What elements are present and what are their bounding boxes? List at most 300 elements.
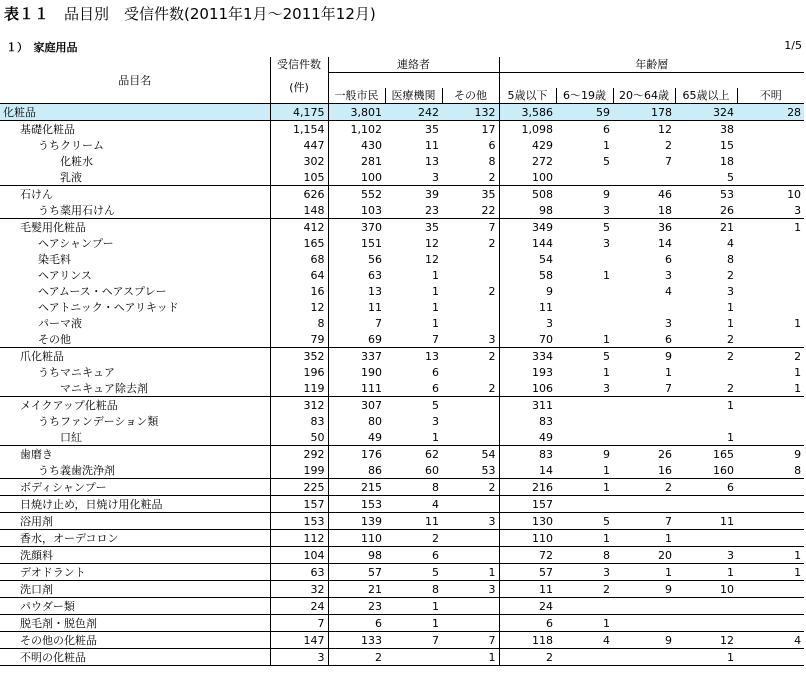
value-cell: 337 (328, 348, 385, 365)
table-row (0, 169, 804, 186)
header-row-1 (0, 57, 804, 73)
value-cell: 1 (665, 365, 673, 379)
item-name: ボディシャンプー (0, 479, 270, 496)
value-cell: 2 (675, 348, 737, 365)
value-cell (675, 530, 737, 547)
value-cell (737, 649, 804, 666)
value-cell (737, 137, 804, 153)
value-cell: 11 (328, 299, 385, 315)
value-cell (737, 331, 804, 348)
table-row (0, 564, 804, 581)
value-cell (613, 299, 675, 315)
value-cell: 3 (432, 170, 439, 184)
value-cell (556, 169, 613, 186)
value-cell: 1 (432, 268, 439, 282)
value-cell: 196 (270, 364, 328, 380)
value-cell: 1 (737, 564, 804, 581)
value-cell: 1 (556, 530, 613, 547)
item-name: 毛髪用化粧品 (0, 219, 270, 236)
table-row (0, 380, 804, 397)
value-cell: 6 (432, 381, 439, 395)
value-cell: 5 (385, 564, 442, 581)
value-cell: 104 (270, 547, 328, 564)
header-col-age-unknown: 不明 (759, 89, 782, 102)
value-cell: 36 (613, 219, 675, 236)
value-cell: 11 (499, 581, 556, 598)
value-cell: 6 (488, 138, 496, 152)
value-cell: 20 (613, 547, 675, 564)
value-cell (613, 397, 675, 414)
value-cell: 83 (499, 446, 556, 463)
value-cell: 1 (737, 219, 804, 236)
value-cell: 12 (425, 236, 439, 250)
value-cell: 1 (603, 463, 611, 477)
header-age-rule (499, 73, 804, 89)
table-row (0, 186, 804, 203)
value-cell: 7 (328, 315, 385, 331)
value-cell: 626 (270, 186, 328, 203)
value-cell: 3 (665, 268, 673, 282)
value-cell: 242 (385, 104, 442, 121)
value-cell: 9 (613, 581, 675, 598)
value-cell: 8 (727, 252, 735, 266)
value-cell (442, 397, 499, 414)
value-cell: 83 (270, 413, 328, 429)
value-cell: 1 (675, 564, 737, 581)
value-cell: 193 (499, 364, 556, 380)
value-cell: 98 (328, 547, 385, 564)
value-cell: 57 (328, 564, 385, 581)
table-body (0, 104, 804, 666)
value-cell: 5 (385, 397, 442, 414)
value-cell: 2 (442, 479, 499, 496)
value-cell: 35 (442, 186, 499, 203)
value-cell: 8 (556, 547, 613, 564)
value-cell: 23 (425, 203, 439, 217)
value-cell (613, 413, 675, 429)
table-row (0, 413, 804, 429)
value-cell (675, 496, 737, 513)
item-name: その他の化粧品 (0, 632, 270, 649)
value-cell: 39 (385, 186, 442, 203)
value-cell (675, 598, 737, 615)
value-cell: 5 (603, 154, 611, 168)
value-cell: 54 (442, 446, 499, 463)
header-contact: 連絡者 (328, 57, 499, 73)
value-cell: 9 (556, 446, 613, 463)
header-count-line1: 受信件数 (270, 57, 328, 73)
value-cell: 1 (603, 365, 611, 379)
header-contact-rule (328, 73, 499, 89)
value-cell: 2 (727, 332, 735, 346)
value-cell: 1,154 (270, 121, 328, 138)
table-row (0, 581, 804, 598)
value-cell: 165 (675, 446, 737, 463)
value-cell (613, 169, 675, 186)
value-cell (442, 615, 499, 632)
value-cell: 2 (727, 381, 735, 395)
value-cell: 100 (499, 169, 556, 186)
value-cell (737, 615, 804, 632)
value-cell: 26 (613, 446, 675, 463)
value-cell: 2 (556, 581, 613, 598)
item-name: うちクリーム (0, 137, 270, 153)
header-col-age-0-5: 5歳以下 (499, 88, 556, 104)
value-cell: 3 (442, 513, 499, 530)
value-cell: 8 (270, 315, 328, 331)
table-row (0, 121, 804, 138)
value-cell: 53 (675, 186, 737, 203)
value-cell: 10 (675, 581, 737, 598)
value-cell (737, 299, 804, 315)
value-cell: 1 (794, 381, 802, 395)
value-cell (442, 315, 499, 331)
item-name: うち薬用石けん (0, 202, 270, 219)
header-count-line2: (件) (270, 73, 328, 104)
value-cell: 144 (499, 235, 556, 251)
table-row (0, 429, 804, 446)
value-cell: 2 (442, 348, 499, 365)
value-cell: 105 (270, 169, 328, 186)
value-cell: 3 (432, 414, 439, 428)
value-cell (442, 547, 499, 564)
page-indicator: 1/5 (784, 39, 802, 52)
value-cell: 3 (488, 332, 496, 346)
value-cell: 69 (328, 331, 385, 348)
value-cell: 8 (385, 581, 442, 598)
data-table (0, 57, 804, 666)
value-cell: 35 (385, 121, 442, 138)
value-cell: 28 (737, 104, 804, 121)
value-cell: 63 (270, 564, 328, 581)
item-name: 乳液 (0, 169, 270, 186)
value-cell (737, 479, 804, 496)
value-cell: 4 (737, 632, 804, 649)
value-cell: 4 (665, 284, 673, 298)
value-cell: 153 (270, 513, 328, 530)
value-cell: 6 (432, 365, 439, 379)
table-row (0, 235, 804, 251)
value-cell (737, 530, 804, 547)
value-cell: 2 (499, 649, 556, 666)
item-name: 化粧品 (0, 104, 270, 121)
value-cell: 83 (499, 413, 556, 429)
value-cell: 3 (603, 381, 611, 395)
value-cell: 7 (442, 219, 499, 236)
value-cell: 1 (675, 649, 737, 666)
value-cell: 13 (385, 348, 442, 365)
value-cell: 18 (720, 154, 735, 168)
value-cell: 1 (613, 530, 675, 547)
table-row (0, 364, 804, 380)
value-cell: 178 (613, 104, 675, 121)
value-cell: 2 (488, 381, 496, 395)
value-cell: 1 (603, 268, 611, 282)
value-cell: 103 (328, 202, 385, 219)
value-cell: 1 (727, 430, 735, 444)
value-cell (442, 429, 499, 446)
value-cell: 6 (675, 479, 737, 496)
value-cell: 7 (432, 332, 439, 346)
value-cell: 23 (328, 598, 385, 615)
value-cell: 6 (328, 615, 385, 632)
value-cell: 6 (665, 332, 673, 346)
item-name: 口紅 (0, 429, 270, 446)
value-cell (556, 315, 613, 331)
value-cell (737, 267, 804, 283)
table-row (0, 632, 804, 649)
value-cell: 62 (385, 446, 442, 463)
item-name: ヘアシャンプー (0, 235, 270, 251)
value-cell: 311 (499, 397, 556, 414)
value-cell: 64 (270, 267, 328, 283)
value-cell: 508 (499, 186, 556, 203)
value-cell: 8 (794, 463, 802, 477)
value-cell (556, 397, 613, 414)
table-title (4, 3, 376, 24)
item-name: 化粧水 (0, 153, 270, 169)
value-cell: 430 (328, 137, 385, 153)
value-cell: 3 (603, 203, 611, 217)
value-cell: 8 (488, 154, 496, 168)
value-cell (442, 267, 499, 283)
value-cell: 9 (737, 446, 804, 463)
value-cell: 1 (385, 598, 442, 615)
value-cell: 5 (556, 348, 613, 365)
value-cell: 7 (385, 632, 442, 649)
value-cell: 1 (432, 300, 439, 314)
item-name: 基礎化粧品 (0, 121, 270, 138)
value-cell: 6 (556, 121, 613, 138)
value-cell: 24 (270, 598, 328, 615)
value-cell: 151 (328, 235, 385, 251)
item-name: パーマ液 (0, 315, 270, 331)
value-cell: 1 (432, 284, 439, 298)
value-cell (737, 153, 804, 169)
value-cell: 3 (603, 236, 611, 250)
value-cell: 21 (675, 219, 737, 236)
table-row (0, 649, 804, 666)
value-cell: 1 (556, 615, 613, 632)
value-cell: 176 (328, 446, 385, 463)
value-cell (737, 283, 804, 299)
table-title-text: 品目別 受信件数(2011年1月～2011年12月) (64, 5, 376, 23)
value-cell: 49 (499, 429, 556, 446)
table-row (0, 315, 804, 331)
item-name: うちマニキュア (0, 364, 270, 380)
value-cell: 9 (556, 186, 613, 203)
value-cell: 3,586 (499, 104, 556, 121)
value-cell: 4 (385, 496, 442, 513)
table-row (0, 283, 804, 299)
value-cell: 86 (328, 462, 385, 479)
value-cell: 7 (665, 154, 673, 168)
item-name: 日焼け止め，日焼け用化粧品 (0, 496, 270, 513)
table-number: 表１１ (4, 5, 50, 23)
value-cell (737, 121, 804, 138)
value-cell: 272 (499, 153, 556, 169)
table-row (0, 137, 804, 153)
value-cell: 58 (499, 267, 556, 283)
value-cell: 7 (270, 615, 328, 632)
value-cell (737, 496, 804, 513)
value-cell: 1 (432, 316, 439, 330)
value-cell: 349 (499, 219, 556, 236)
value-cell: 3,801 (328, 104, 385, 121)
header-col-public: 一般市民 (328, 88, 385, 104)
value-cell: 5 (556, 219, 613, 236)
value-cell: 5 (727, 170, 735, 184)
item-name: 爪化粧品 (0, 348, 270, 365)
value-cell: 80 (328, 413, 385, 429)
value-cell (442, 413, 499, 429)
table-row (0, 202, 804, 219)
value-cell (613, 598, 675, 615)
table-row (0, 397, 804, 414)
header-col-age-65plus: 65歳以上 (675, 88, 737, 104)
value-cell (737, 598, 804, 615)
value-cell: 292 (270, 446, 328, 463)
value-cell (737, 413, 804, 429)
value-cell: 1 (794, 365, 802, 379)
value-cell: 11 (499, 299, 556, 315)
table-row (0, 496, 804, 513)
value-cell (613, 429, 675, 446)
value-cell: 54 (499, 251, 556, 267)
value-cell: 447 (270, 137, 328, 153)
value-cell: 11 (675, 513, 737, 530)
value-cell: 3 (794, 203, 802, 217)
value-cell: 4 (556, 632, 613, 649)
value-cell (556, 598, 613, 615)
value-cell: 49 (328, 429, 385, 446)
value-cell: 215 (328, 479, 385, 496)
value-cell: 59 (556, 104, 613, 121)
value-cell: 334 (499, 348, 556, 365)
value-cell: 119 (270, 380, 328, 397)
value-cell: 2 (613, 479, 675, 496)
value-cell: 7 (665, 381, 673, 395)
value-cell (556, 283, 613, 299)
section-heading: １） 家庭用品 (6, 41, 78, 54)
value-cell: 352 (270, 348, 328, 365)
value-cell (442, 364, 499, 380)
value-cell (613, 615, 675, 632)
table-row (0, 479, 804, 496)
value-cell: 7 (442, 632, 499, 649)
value-cell (737, 235, 804, 251)
value-cell: 10 (737, 186, 804, 203)
table-row (0, 251, 804, 267)
value-cell: 13 (328, 283, 385, 299)
value-cell: 79 (270, 331, 328, 348)
table-row (0, 615, 804, 632)
value-cell: 147 (270, 632, 328, 649)
value-cell: 2 (737, 348, 804, 365)
value-cell: 3 (442, 581, 499, 598)
item-name: 歯磨き (0, 446, 270, 463)
value-cell: 1 (603, 332, 611, 346)
value-cell: 1 (603, 138, 611, 152)
value-cell: 307 (328, 397, 385, 414)
value-cell: 110 (499, 530, 556, 547)
value-cell: 3 (499, 315, 556, 331)
value-cell: 72 (499, 547, 556, 564)
value-cell: 14 (499, 462, 556, 479)
value-cell: 2 (328, 649, 385, 666)
header-col-age-20-64: 20～64歳 (613, 88, 675, 104)
value-cell: 6 (499, 615, 556, 632)
value-cell: 8 (385, 479, 442, 496)
value-cell: 26 (720, 203, 735, 217)
value-cell: 4 (727, 236, 735, 250)
value-cell: 1 (432, 430, 439, 444)
value-cell: 412 (270, 219, 328, 236)
table-row (0, 530, 804, 547)
header-col-age-6-19: 6～19歳 (556, 88, 613, 104)
value-cell: 552 (328, 186, 385, 203)
value-cell: 2 (488, 236, 496, 250)
value-cell: 1 (442, 649, 499, 666)
value-cell: 50 (270, 429, 328, 446)
value-cell: 4,175 (270, 104, 328, 121)
value-cell: 3 (727, 284, 735, 298)
value-cell: 225 (270, 479, 328, 496)
value-cell: 130 (499, 513, 556, 530)
value-cell: 2 (727, 268, 735, 282)
value-cell: 2 (665, 138, 673, 152)
value-cell: 110 (328, 530, 385, 547)
value-cell (556, 299, 613, 315)
value-cell: 5 (556, 513, 613, 530)
value-cell (442, 299, 499, 315)
value-cell: 1 (442, 564, 499, 581)
item-name: 浴用剤 (0, 513, 270, 530)
value-cell: 1,098 (499, 121, 556, 138)
item-name: 染毛料 (0, 251, 270, 267)
value-cell (442, 251, 499, 267)
value-cell: 68 (270, 251, 328, 267)
header-age: 年齢層 (635, 58, 669, 71)
value-cell: 2 (385, 530, 442, 547)
item-name: その他 (0, 331, 270, 348)
value-cell: 190 (328, 364, 385, 380)
value-cell: 1 (794, 316, 802, 330)
value-cell: 12 (425, 252, 439, 266)
value-cell: 70 (499, 331, 556, 348)
value-cell: 9 (613, 632, 675, 649)
value-cell: 1,102 (328, 121, 385, 138)
value-cell: 12 (270, 299, 328, 315)
table-row (0, 547, 804, 564)
header-col-medical: 医療機関 (385, 88, 442, 104)
value-cell (556, 413, 613, 429)
table-row (0, 104, 804, 121)
item-name: ヘアムース・ヘアスプレー (0, 283, 270, 299)
value-cell: 112 (270, 530, 328, 547)
value-cell: 3 (675, 547, 737, 564)
value-cell (556, 429, 613, 446)
item-name: うち義歯洗浄剤 (0, 462, 270, 479)
header-col-other: その他 (442, 88, 499, 104)
item-name: ヘアトニック・ヘアリキッド (0, 299, 270, 315)
value-cell: 132 (442, 104, 499, 121)
value-cell: 22 (481, 203, 496, 217)
value-cell (675, 364, 737, 380)
value-cell: 15 (720, 138, 735, 152)
value-cell: 32 (270, 581, 328, 598)
value-cell: 2 (488, 284, 496, 298)
